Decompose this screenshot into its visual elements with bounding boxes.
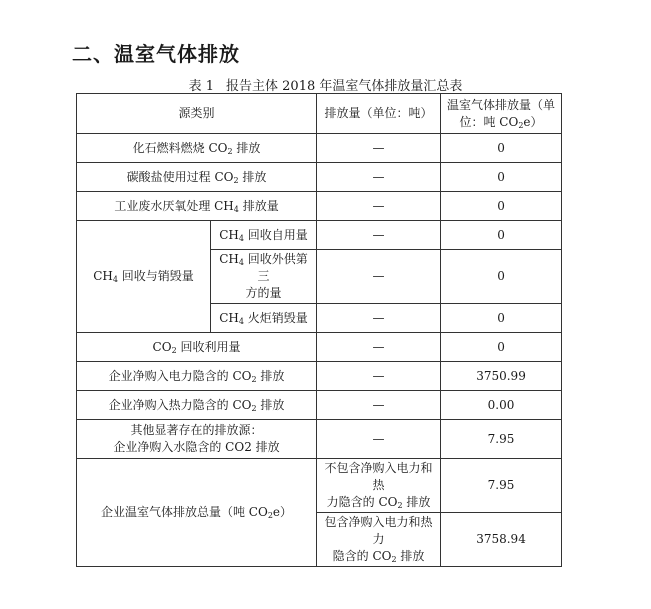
- emission-other: —: [317, 420, 441, 459]
- source-total: 企业温室气体排放总量（吨 $CO_2e$）: [77, 459, 317, 567]
- ghg-ch4-self: 0: [441, 221, 562, 250]
- ghg-ch4-external: 0: [441, 250, 562, 304]
- total-incl-label: 包含净购入电力和热力 隐含的 $CO_2$ 排放: [317, 513, 441, 567]
- emission-ch4-flare: —: [317, 304, 441, 333]
- header-ghg-line2: 位：吨 $CO_2e$）: [459, 114, 543, 130]
- source-ch4-group: $CH_4$ 回收与销毁量: [77, 221, 211, 333]
- ghg-ch4-flare: 0: [441, 304, 562, 333]
- total-incl-value: 3758.94: [441, 513, 562, 567]
- emission-ch4-self: —: [317, 221, 441, 250]
- emission-carbonate: —: [317, 163, 441, 192]
- table-caption-text: 报告主体 2018 年温室气体排放量汇总表: [226, 79, 463, 94]
- source-ch4-external: $CH_4$ 回收外供第三 方的量: [211, 250, 317, 304]
- table-number: 表 1: [188, 79, 215, 94]
- header-source: 源类别: [77, 94, 317, 134]
- header-ghg: [441, 94, 562, 134]
- table-row-electricity: [77, 362, 562, 391]
- emission-co2-recovery: —: [317, 333, 441, 362]
- ghg-wastewater: 0: [441, 192, 562, 221]
- table-row-total-excl: [77, 459, 562, 513]
- source-ch4-self: $CH_4$ 回收自用量: [211, 221, 317, 250]
- table-row-other: [77, 420, 562, 459]
- table-row-carbonate: [77, 163, 562, 192]
- emission-summary-table: [76, 93, 562, 567]
- source-electricity: 企业净购入电力隐含的 $CO_2$ 排放: [77, 362, 317, 391]
- section-title: 二、温室气体排放: [72, 42, 240, 66]
- table-row-ch4-self: [77, 221, 562, 250]
- total-excl-value: 7.95: [441, 459, 562, 513]
- ghg-electricity: 3750.99: [441, 362, 562, 391]
- ghg-other: 7.95: [441, 420, 562, 459]
- emission-ch4-external: —: [317, 250, 441, 304]
- table-row-wastewater: [77, 192, 562, 221]
- total-excl-label: 不包含净购入电力和热 力隐含的 $CO_2$ 排放: [317, 459, 441, 513]
- emission-fossil: —: [317, 134, 441, 163]
- table-caption: [0, 75, 651, 94]
- header-emission: 排放量（单位：吨）: [317, 94, 441, 134]
- source-heat: 企业净购入热力隐含的 $CO_2$ 排放: [77, 391, 317, 420]
- source-carbonate: 碳酸盐使用过程 $CO_2$ 排放: [77, 163, 317, 192]
- header-ghg-line1: 温室气体排放量（单: [447, 97, 556, 112]
- source-fossil: 化石燃料燃烧 $CO_2$ 排放: [77, 134, 317, 163]
- emission-wastewater: —: [317, 192, 441, 221]
- ghg-fossil: 0: [441, 134, 562, 163]
- source-co2-recovery: $CO_2$ 回收利用量: [77, 333, 317, 362]
- header-row: [77, 94, 562, 134]
- source-wastewater: 工业废水厌氧处理 $CH_4$ 排放量: [77, 192, 317, 221]
- ghg-carbonate: 0: [441, 163, 562, 192]
- emission-electricity: —: [317, 362, 441, 391]
- source-other: 其他显著存在的排放源： 企业净购入水隐含的 CO2 排放: [77, 420, 317, 459]
- emission-heat: —: [317, 391, 441, 420]
- table-row-heat: [77, 391, 562, 420]
- table-row-fossil: [77, 134, 562, 163]
- ghg-heat: 0.00: [441, 391, 562, 420]
- source-ch4-flare: $CH_4$ 火炬销毁量: [211, 304, 317, 333]
- ghg-co2-recovery: 0: [441, 333, 562, 362]
- table-row-co2-recovery: [77, 333, 562, 362]
